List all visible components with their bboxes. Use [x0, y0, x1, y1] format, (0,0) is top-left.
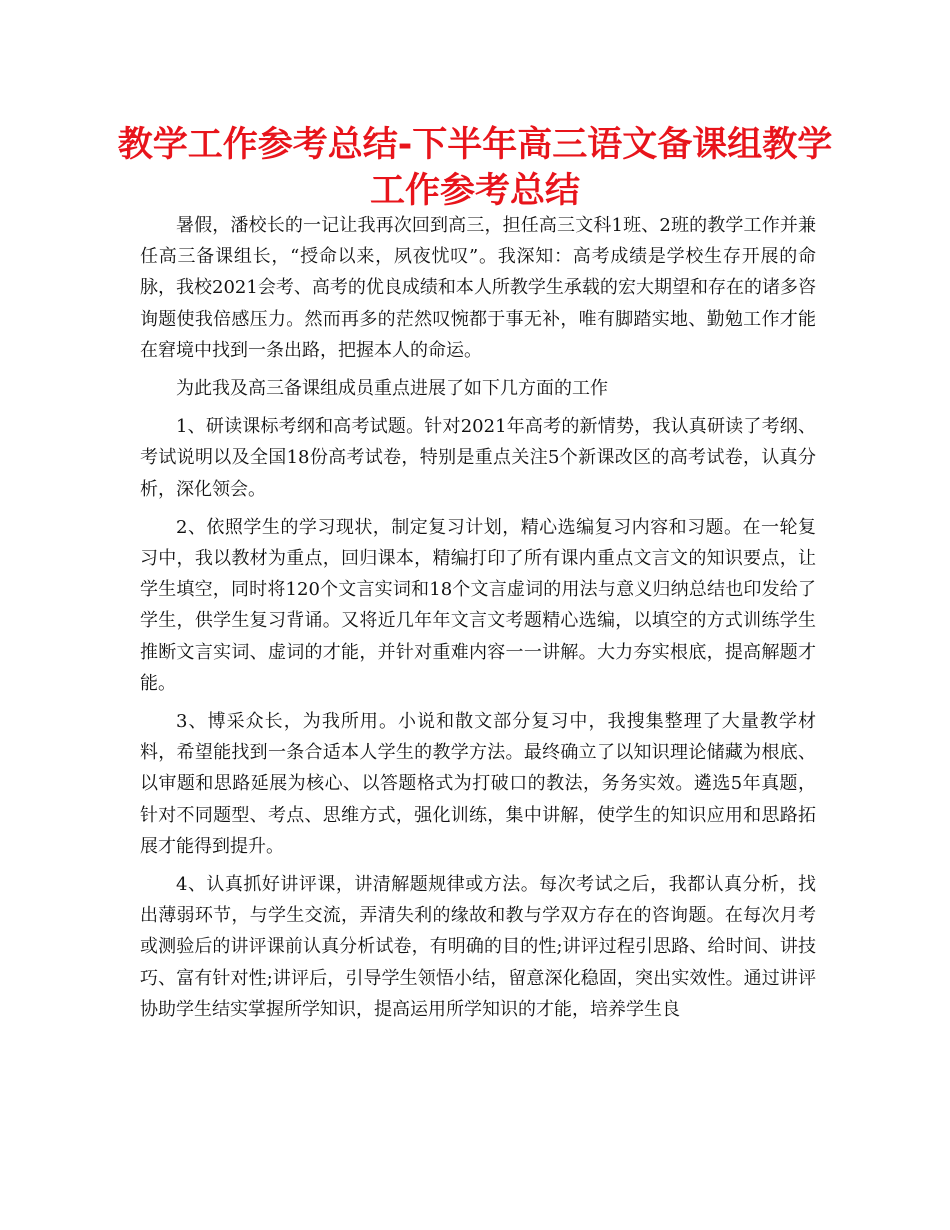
paragraph-lead-in: 为此我及高三备课组成员重点进展了如下几方面的工作: [176, 378, 608, 400]
paragraph-item-2: 2、依照学生的学习现状，制定复习计划，精心选编复习内容和习题。在一轮复习中，我以教材为重点，回归课本，精编打印了所有课内重点文言文的知识要点，让学生填空，同时将120个文言实词和18个文言虚词的用法与意义归纳总结也印发给了学生，供学生复习背诵。又将近几年年文言文考题精心选编，以填空的方式训练学生推断文言实词、虚词的才能，并针对重难内容一一讲解。大力夯实根底，提高解题才能。: [140, 516, 816, 694]
paragraph-item-1: 1、研读课标考纲和高考试题。针对2021年高考的新情势，我认真研读了考纲、考试说明以及全国18份高考试卷，特别是重点关注5个新课改区的高考试卷，认真分析，深化领会。: [140, 416, 816, 500]
document-body: [140, 210, 816, 1032]
paragraph-item-3: 3、博采众长，为我所用。小说和散文部分复习中，我搜集整理了大量教学材料，希望能找到一条合适本人学生的教学方法。最终确立了以知识理论储藏为根底、以审题和思路延展为核心、以答题格式为打破口的教法，务务实效。遴选5年真题，针对不同题型、考点、思维方式，强化训练，集中讲解，使学生的知识应用和思路拓展才能得到提升。: [140, 711, 816, 857]
paragraph-intro: 暑假，潘校长的一记让我再次回到高三，担任高三文科1班、2班的教学工作并兼任高三备课组长，“授命以来，夙夜忧叹”。我深知：高考成绩是学校生存开展的命脉，我校2021会考、高考的优良成绩和本人所教学生承载的宏大期望和存在的诸多咨询题使我倍感压力。然而再多的茫然叹惋都于事无补，唯有脚踏实地、勤勉工作才能在窘境中找到一条出路，把握本人的命运。: [140, 215, 816, 361]
paragraph-item-4: 4、认真抓好讲评课，讲清解题规律或方法。每次考试之后，我都认真分析，找出薄弱环节，与学生交流，弄清失利的缘故和教与学双方存在的咨询题。在每次月考或测验后的讲评课前认真分析试卷，有明确的目的性;讲评过程引思路、给时间、讲技巧、富有针对性;讲评后，引导学生领悟小结，留意深化稳固，突出实效性。通过讲评协助学生结实掌握所学知识，提高运用所学知识的才能，培养学生良: [140, 874, 816, 1020]
document-title: 教学工作参考总结-下半年高三语文备课组教学工作参考总结: [117, 125, 833, 211]
